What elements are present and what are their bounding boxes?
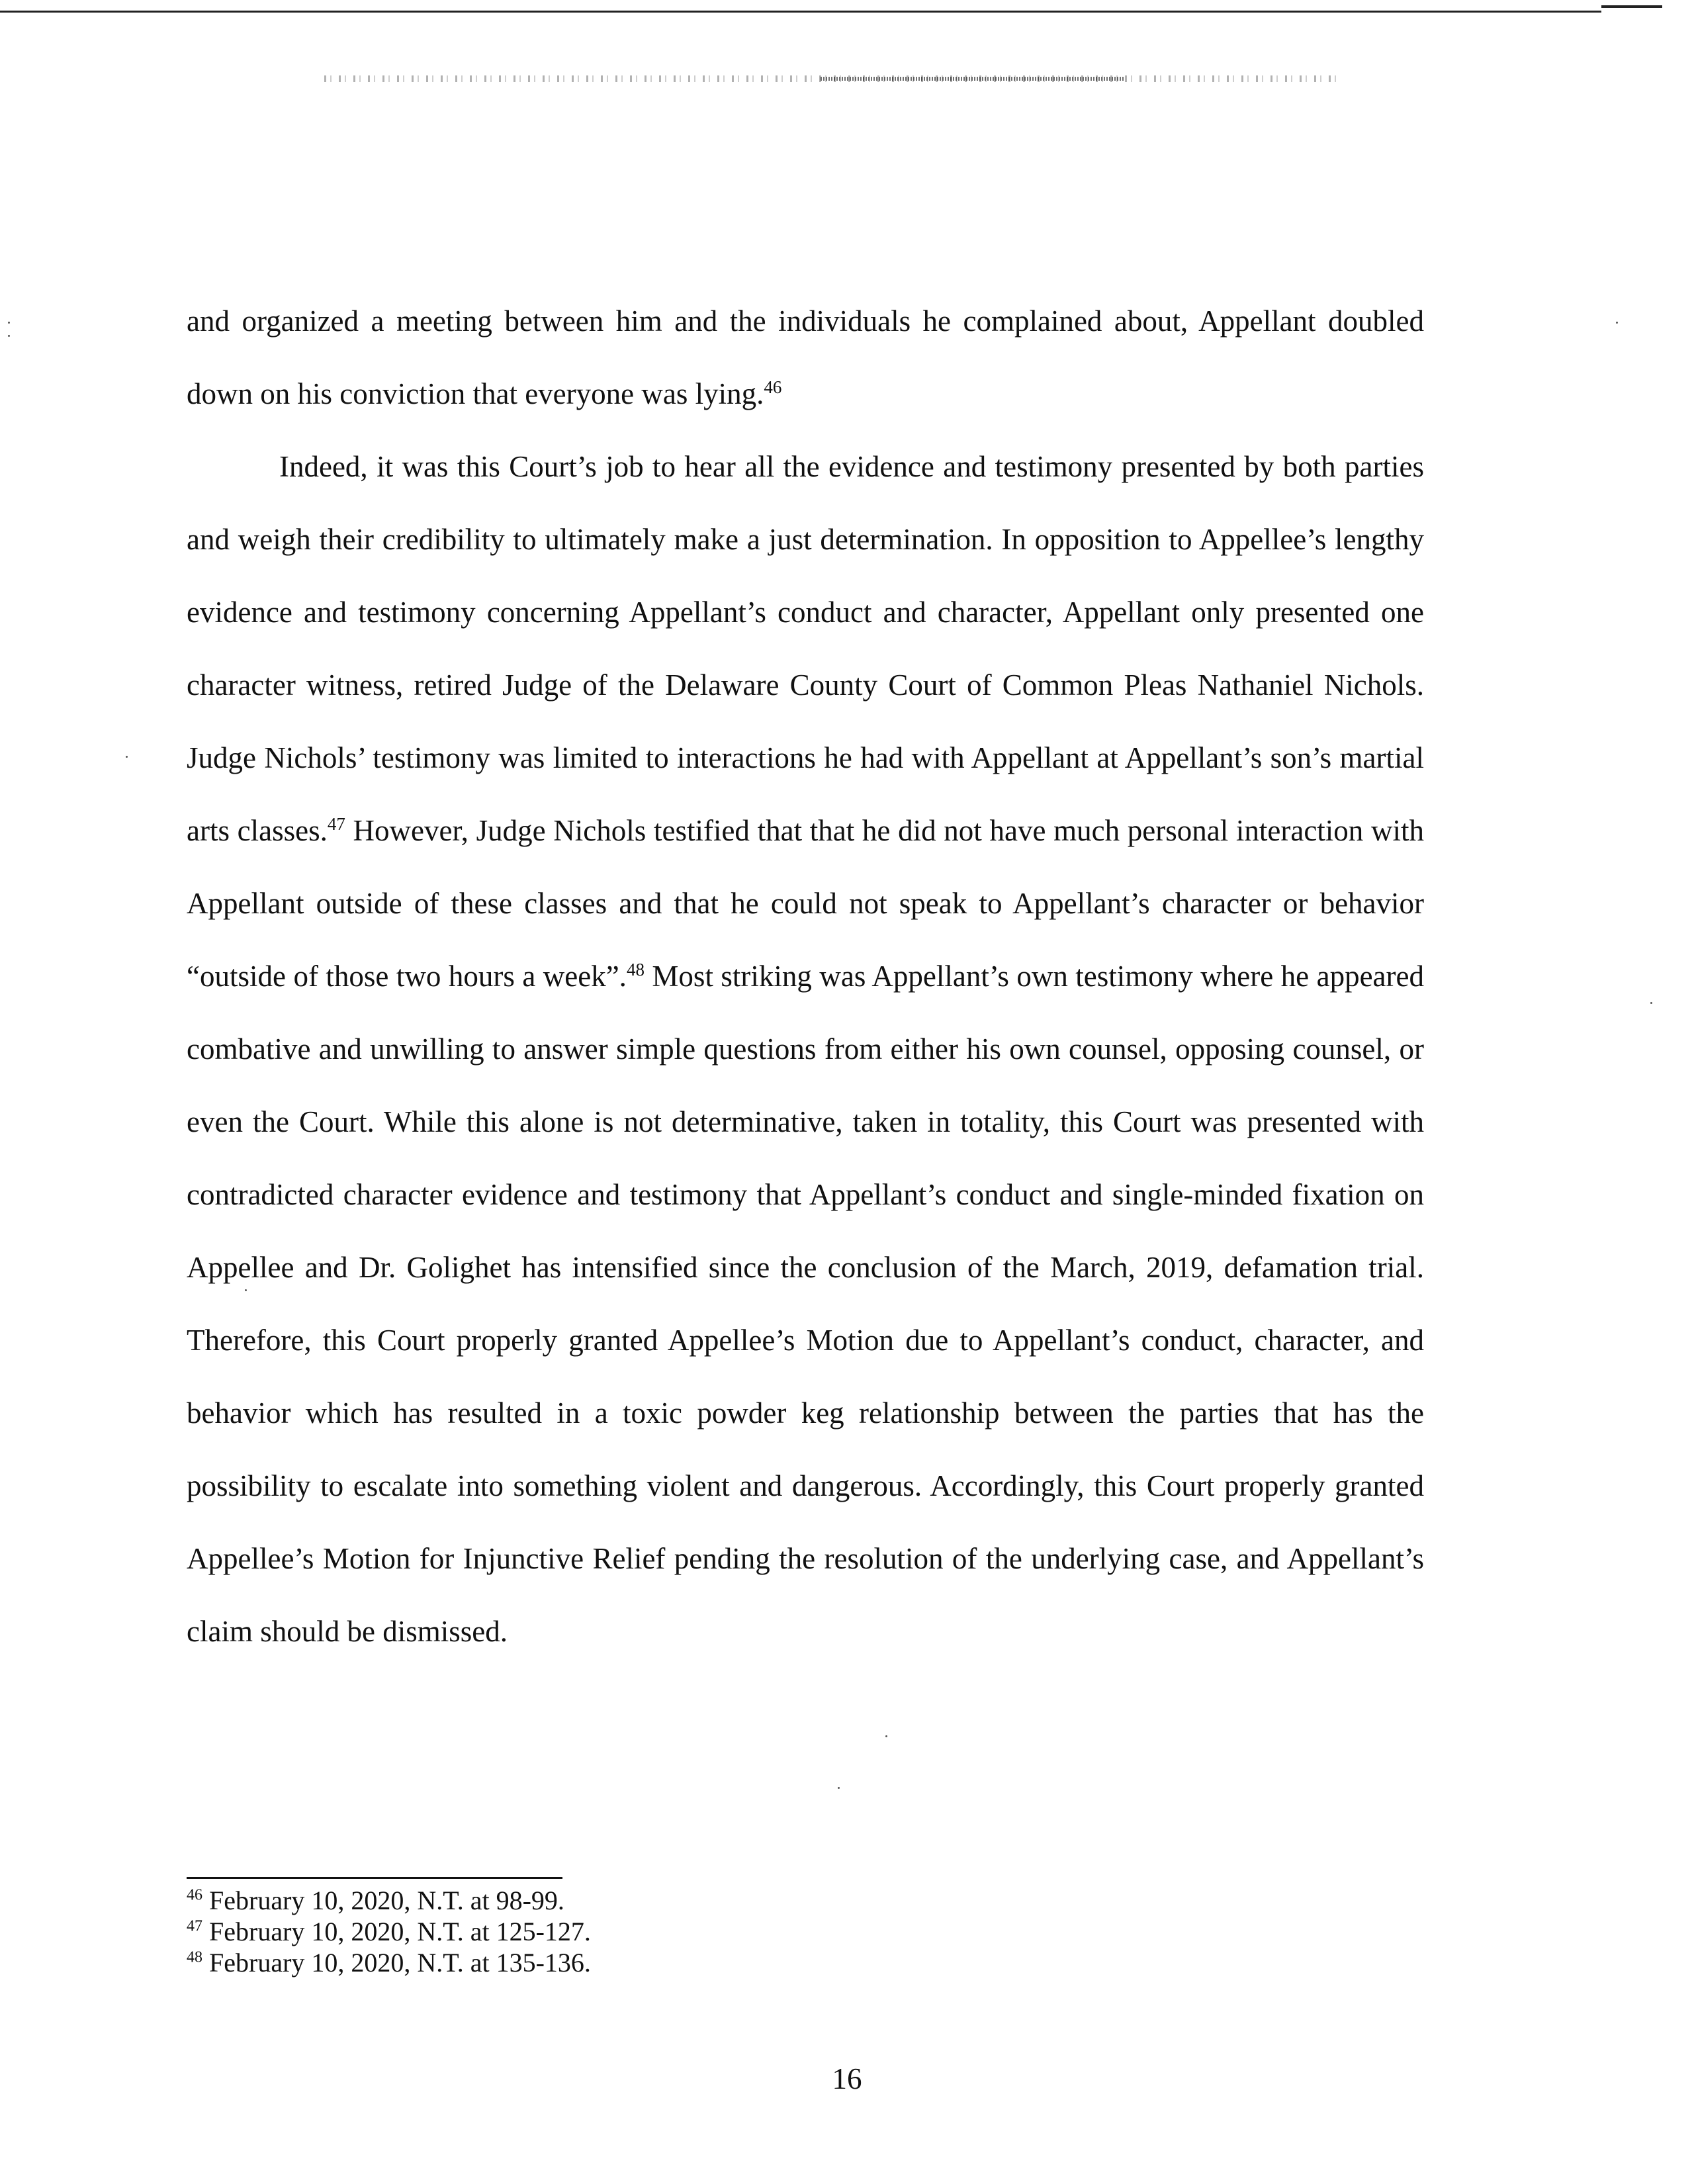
footnote-reference: 47 <box>327 814 345 834</box>
footnote <box>187 1885 1378 1916</box>
footnote-reference: 46 <box>764 377 782 397</box>
scan-edge-line-right <box>1601 5 1662 8</box>
footnote-text: February 10, 2020, N.T. at 98-99. <box>202 1886 564 1915</box>
scan-speck <box>1616 322 1618 324</box>
footnotes <box>187 1885 1378 1978</box>
document-body <box>187 285 1424 1668</box>
footnote <box>187 1947 1378 1978</box>
paragraph <box>187 430 1424 1668</box>
footnote-text: February 10, 2020, N.T. at 135-136. <box>202 1948 591 1978</box>
footnote-number: 47 <box>187 1917 202 1935</box>
scan-speck <box>885 1735 887 1737</box>
scan-speck <box>838 1787 840 1789</box>
scan-speck <box>126 756 128 758</box>
footnote-reference: 48 <box>626 960 645 979</box>
paragraph <box>187 285 1424 430</box>
footnote-number: 46 <box>187 1886 202 1904</box>
footnote <box>187 1916 1378 1947</box>
scan-speck <box>8 322 10 324</box>
paragraph-text: However, Judge Nichols testified that that he did not have much personal interaction with Appellant outside of these classes and that he could not speak to Appellant’s character or behavior “outside of those two hours a week”. <box>187 814 1424 993</box>
scan-edge-line <box>0 11 1601 13</box>
footnote-separator <box>187 1877 562 1879</box>
scan-speck <box>8 335 10 337</box>
scan-speck <box>1650 1002 1652 1004</box>
paragraph-text: Most striking was Appellant’s own testimony where he appeared combative and unwilling to answer simple questions from either his own counsel, opposing counsel, or even the Court. While this alone is not determinative, taken in totality, this Court was presented with contradicted character evidence and testimony that Appellant’s conduct and single-minded fixation on Appellee and Dr. Golighet has intensified since the conclusion of the March, 2019, defamation trial. Therefore, this Court properly granted Appellee’s Motion due to Appellant’s conduct, character, and behavior which has resulted in a toxic powder keg relationship between the parties that has the possibility to escalate into something violent and dangerous. Accordingly, this Court properly granted Appellee’s Motion for Injunctive Relief pending the resolution of the underlying case, and Appellant’s claim should be dismissed. <box>187 960 1424 1648</box>
scan-artifact-header-dense <box>821 77 1125 81</box>
paragraph-text: and organized a meeting between him and the individuals he complained about, Appellant doubled down on his conviction that everyone was lying. <box>187 304 1424 410</box>
page-number: 16 <box>832 2062 862 2095</box>
footnote-text: February 10, 2020, N.T. at 125-127. <box>202 1917 591 1946</box>
paragraph-text: Indeed, it was this Court’s job to hear all the evidence and testimony presented by both parties and weigh their credibility to ultimately make a just determination. In opposition to Appellee’s lengthy evidence and testimony concerning Appellant’s conduct and character, Appellant only presented one character witness, retired Judge of the Delaware County Court of Common Pleas Nathaniel Nichols. Judge Nichols’ testimony was limited to interactions he had with Appellant at Appellant’s son’s martial arts classes. <box>187 450 1424 847</box>
footnote-number: 48 <box>187 1948 202 1966</box>
